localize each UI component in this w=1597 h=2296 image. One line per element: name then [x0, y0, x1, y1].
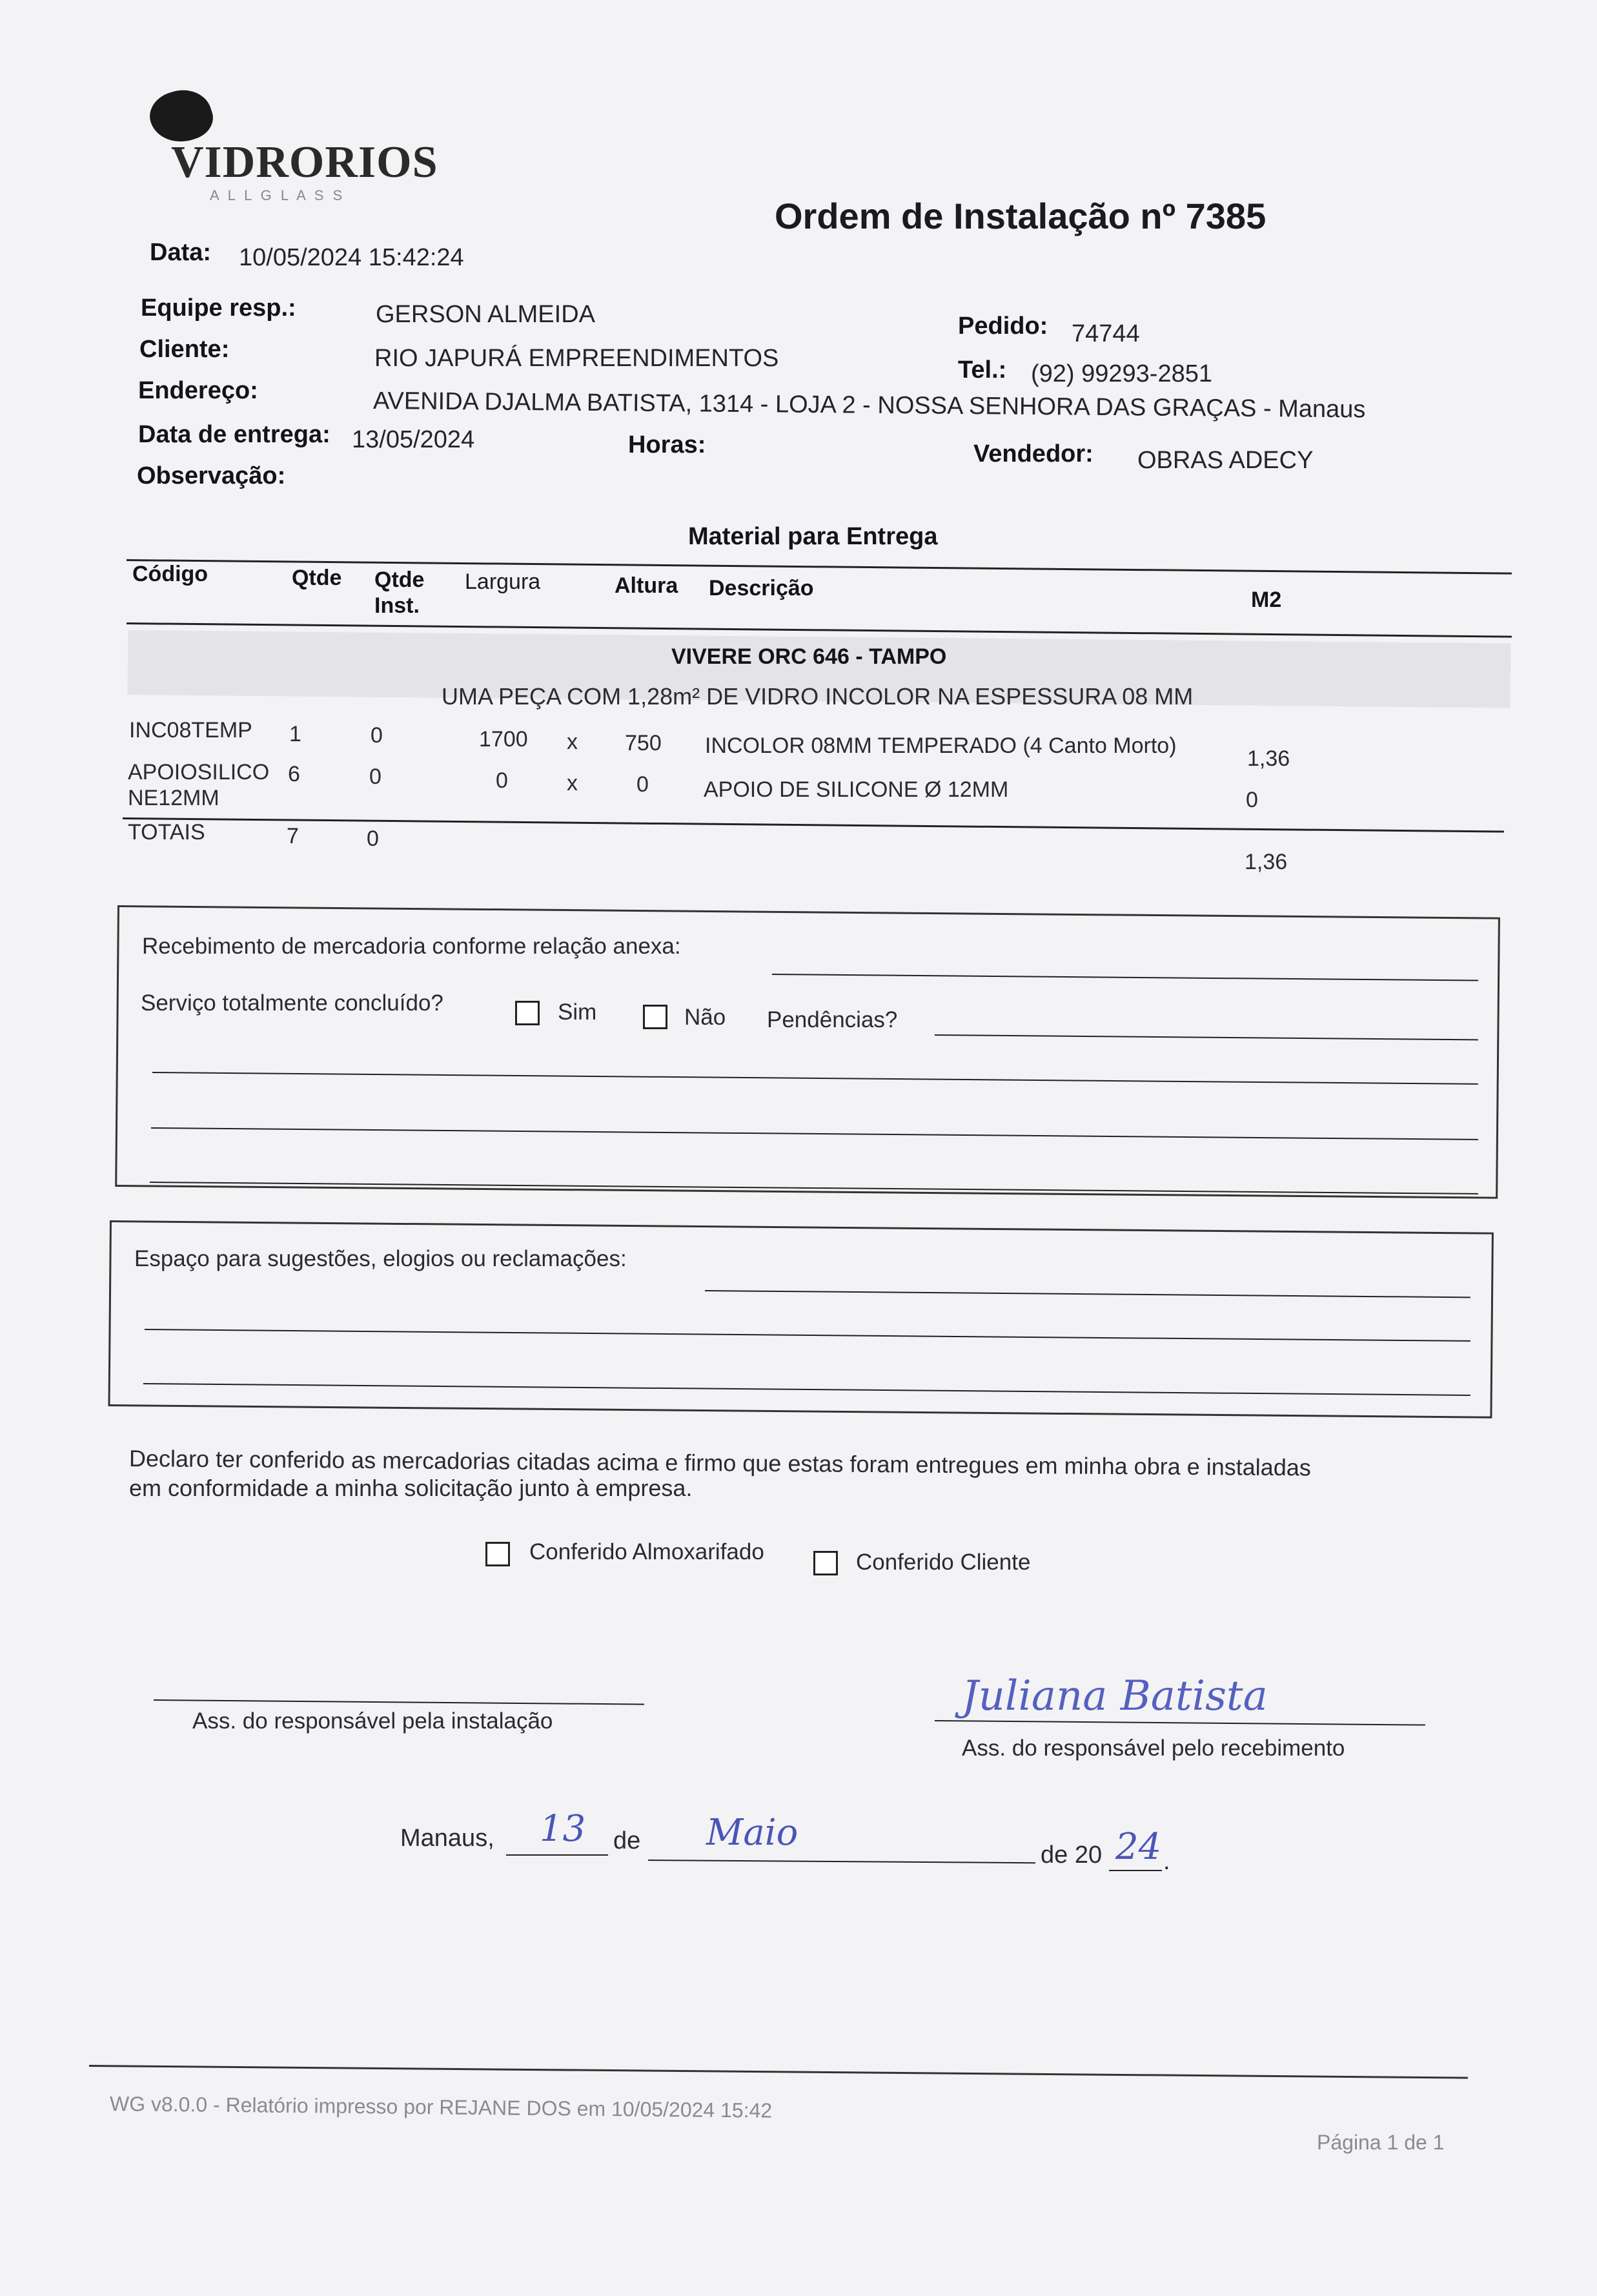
- footer-print-info: WG v8.0.0 - Relatório impresso por REJANE DOS em 10/05/2024 15:42: [109, 2092, 773, 2122]
- vendedor-value: OBRAS ADECY: [1137, 447, 1314, 474]
- nao-label: Não: [684, 1005, 726, 1030]
- recebimento-text: Recebimento de mercadoria conforme relação anexa:: [142, 934, 681, 959]
- row2-inst: 0: [369, 764, 381, 789]
- de20-label: de 20: [1041, 1841, 1103, 1869]
- group-title: VIVERE ORC 646 - TAMPO: [671, 644, 947, 669]
- col-codigo: Código: [132, 562, 209, 586]
- de-label: de: [613, 1827, 641, 1854]
- col-qtde-inst-line2: Inst.: [374, 593, 420, 618]
- row1-qtde: 1: [289, 722, 301, 746]
- totais-label: TOTAIS: [128, 820, 205, 845]
- vendedor-label: Vendedor:: [973, 440, 1093, 467]
- sugestoes-text: Espaço para sugestões, elogios ou reclamações:: [134, 1246, 627, 1271]
- company-logo: [145, 84, 442, 207]
- col-descricao: Descrição: [709, 576, 814, 600]
- totais-inst: 0: [367, 826, 379, 851]
- col-altura: Altura: [615, 573, 678, 598]
- totais-qtde: 7: [287, 824, 299, 848]
- data-label: Data:: [150, 239, 212, 266]
- pedido-value: 74744: [1072, 320, 1140, 347]
- endereco-value: AVENIDA DJALMA BATISTA, 1314 - LOJA 2 - NOSSA SENHORA DAS GRAÇAS - Manaus: [372, 387, 1366, 424]
- data-value: 10/05/2024 15:42:24: [239, 244, 464, 271]
- pedido-label: Pedido:: [958, 313, 1048, 340]
- recebimento-signature: Juliana Batista: [962, 1672, 1268, 1720]
- row2-codigo: [128, 759, 269, 811]
- sig-instalacao-label: Ass. do responsável pela instalação: [192, 1708, 553, 1734]
- dia-line[interactable]: [506, 1854, 608, 1856]
- col-m2: M2: [1251, 588, 1282, 612]
- conferido-almox-checkbox[interactable]: [485, 1542, 510, 1566]
- row2-codigo-line2: NE12MM: [128, 786, 219, 810]
- entrega-label: Data de entrega:: [138, 421, 331, 448]
- row2-qtde: 6: [288, 762, 300, 786]
- row2-m2: 0: [1246, 788, 1258, 812]
- sig-instalacao-line[interactable]: [154, 1699, 644, 1705]
- row1-x: x: [567, 730, 578, 754]
- row2-largura: 0: [496, 768, 508, 793]
- col-qtde-inst-line1: Qtde: [374, 568, 425, 592]
- tel-value: (92) 99293-2851: [1031, 360, 1212, 387]
- row1-descricao: INCOLOR 08MM TEMPERADO (4 Canto Morto): [705, 733, 1177, 758]
- row1-altura: 750: [625, 731, 662, 755]
- cidade-label: Manaus,: [400, 1825, 494, 1852]
- col-qtde-inst: [374, 567, 424, 619]
- mes-value: Maio: [706, 1812, 798, 1854]
- pendencias-label: Pendências?: [767, 1007, 898, 1032]
- row2-codigo-line1: APOIOSILICO: [128, 760, 270, 784]
- sig-recebimento-line[interactable]: [935, 1720, 1425, 1726]
- row2-x: x: [567, 771, 578, 795]
- nao-checkbox[interactable]: [643, 1005, 667, 1029]
- equipe-value: GERSON ALMEIDA: [376, 301, 595, 328]
- ano-dot: .: [1163, 1848, 1170, 1875]
- endereco-label: Endereço:: [138, 377, 258, 404]
- page-title: Ordem de Instalação nº 7385: [775, 196, 1266, 236]
- conferido-cliente-checkbox[interactable]: [813, 1551, 838, 1575]
- cliente-label: Cliente:: [139, 336, 230, 363]
- entrega-value: 13/05/2024: [352, 426, 475, 453]
- observacao-label: Observação:: [137, 462, 286, 489]
- group-note: UMA PEÇA COM 1,28m² DE VIDRO INCOLOR NA ESPESSURA 08 MM: [442, 683, 1194, 710]
- ano-value: 24: [1115, 1826, 1162, 1868]
- logo-sub: A L L G L A S S: [210, 187, 345, 203]
- logo-brand: VIDRORIOS: [171, 138, 438, 187]
- sig-recebimento-label: Ass. do responsável pelo recebimento: [962, 1736, 1345, 1761]
- sim-label: Sim: [558, 999, 597, 1025]
- conferido-cliente-label: Conferido Cliente: [856, 1550, 1031, 1575]
- sim-checkbox[interactable]: [515, 1001, 540, 1025]
- ano-line[interactable]: [1109, 1870, 1162, 1871]
- totals-rule: [123, 817, 1504, 833]
- row1-m2: 1,36: [1247, 746, 1290, 771]
- col-qtde: Qtde: [292, 566, 342, 590]
- cliente-value: RIO JAPURÁ EMPREENDIMENTOS: [374, 345, 779, 372]
- col-largura: Largura: [465, 569, 541, 594]
- totais-m2: 1,36: [1245, 850, 1288, 874]
- row1-codigo: INC08TEMP: [129, 718, 252, 743]
- material-section-title: Material para Entrega: [688, 523, 938, 550]
- row1-largura: 1700: [479, 727, 528, 752]
- footer-page-number: Página 1 de 1: [1317, 2131, 1445, 2154]
- dia-value: 13: [540, 1808, 586, 1850]
- tel-label: Tel.:: [958, 356, 1007, 384]
- declaracao-line1: Declaro ter conferido as mercadorias citadas acima e firmo que estas foram entregues em minha obra e instaladas: [128, 1445, 1311, 1481]
- row2-descricao: APOIO DE SILICONE Ø 12MM: [704, 777, 1009, 802]
- conferido-almox-label: Conferido Almoxarifado: [529, 1539, 764, 1564]
- equipe-label: Equipe resp.:: [141, 294, 296, 322]
- row2-altura: 0: [636, 772, 649, 797]
- footer-rule: [89, 2065, 1468, 2079]
- row1-inst: 0: [371, 723, 383, 748]
- servico-text: Serviço totalmente concluído?: [141, 990, 443, 1016]
- horas-label: Horas:: [628, 431, 706, 458]
- mes-line[interactable]: [648, 1860, 1035, 1863]
- declaracao-line2: em conformidade a minha solicitação junto à empresa.: [129, 1475, 693, 1501]
